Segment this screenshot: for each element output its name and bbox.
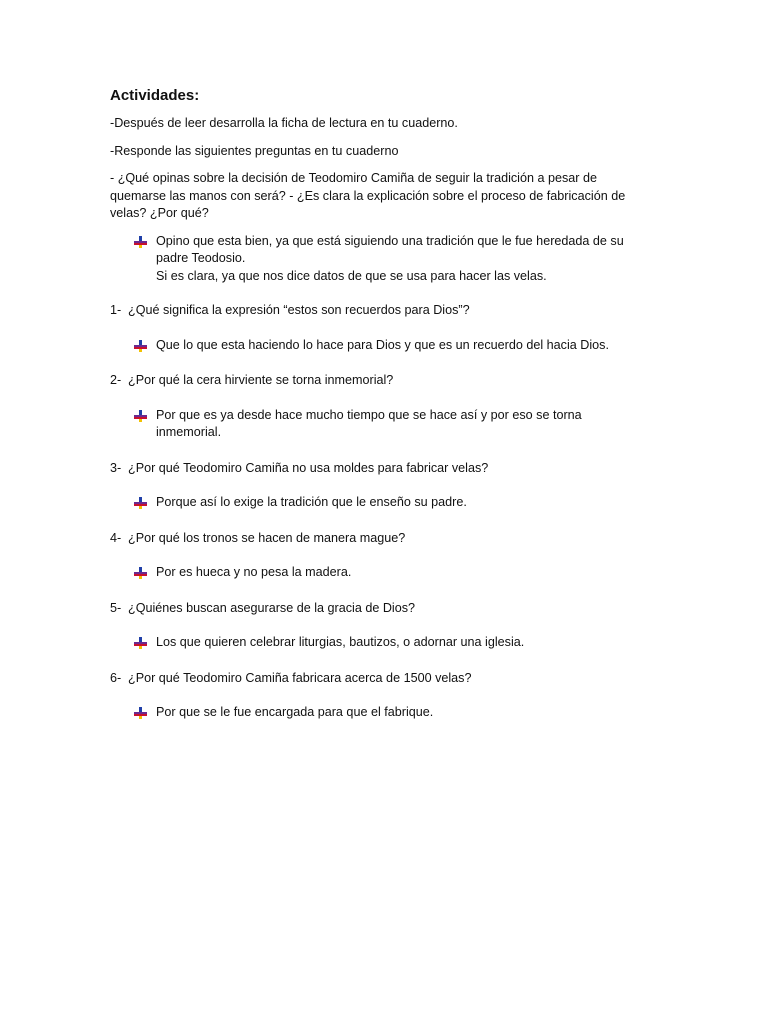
question-1: [110, 302, 650, 320]
question-text: ¿Por qué Teodomiro Camiña no usa moldes para fabricar velas?: [128, 460, 489, 475]
answer-4: [110, 564, 650, 582]
question-number: 5-: [110, 600, 122, 615]
answer-6: [110, 704, 650, 722]
cross-bullet-icon: [134, 410, 147, 422]
instruction-1: -Después de leer desarrolla la ficha de lectura en tu cuaderno.: [110, 116, 458, 130]
cross-bullet-icon: [134, 236, 147, 248]
question-2: [110, 372, 650, 390]
answer-5: [110, 634, 650, 652]
answer-text: Porque así lo exige la tradición que le enseño su padre.: [156, 495, 467, 509]
question-text: ¿Por qué los tronos se hacen de manera mague?: [128, 530, 406, 545]
question-number: 6-: [110, 670, 122, 685]
cross-bullet-icon: [134, 567, 147, 579]
answer-2: [110, 407, 650, 442]
question-6: [110, 670, 650, 688]
cross-bullet-icon: [134, 340, 147, 352]
intro-answer-line-2: Si es clara, ya que nos dice datos de que se usa para hacer las velas.: [156, 268, 547, 283]
answer-text: Que lo que esta haciendo lo hace para Dios y que es un recuerdo del hacia Dios.: [156, 337, 609, 352]
question-text: ¿Qué significa la expresión “estos son recuerdos para Dios”?: [128, 303, 470, 317]
answer-3: [110, 494, 650, 512]
question-number: 2-: [110, 373, 122, 387]
question-number: 3-: [110, 460, 122, 475]
document-page: [110, 86, 650, 722]
cross-bullet-icon: [134, 637, 147, 649]
answer-1: [110, 337, 650, 355]
question-number: 1-: [110, 303, 122, 317]
question-text: ¿Por qué Teodomiro Camiña fabricara acerca de 1500 velas?: [128, 670, 472, 685]
question-text: ¿Por qué la cera hirviente se torna inmemorial?: [128, 373, 394, 387]
answer-text: Por es hueca y no pesa la madera.: [156, 565, 352, 579]
intro-answer: [110, 233, 650, 286]
question-5: [110, 600, 650, 618]
question-number: 4-: [110, 530, 122, 545]
question-text: ¿Quiénes buscan asegurarse de la gracia de Dios?: [128, 600, 416, 615]
intro-answer-line-1: Opino que esta bien, ya que está siguiendo una tradición que le fue heredada de su padre Teodosio.: [156, 233, 624, 265]
answer-text: Por que es ya desde hace mucho tiempo que se hace así y por eso se torna inmemorial.: [156, 407, 582, 439]
answer-text: Los que quieren celebrar liturgias, bautizos, o adornar una iglesia.: [156, 635, 525, 649]
activities-heading: Actividades:: [110, 87, 200, 104]
instruction-3: - ¿Qué opinas sobre la decisión de Teodomiro Camiña de seguir la tradición a pesar de quemarse las manos con será? - ¿Es clara la explicación sobre el proceso de fabricación de velas? ¿Por qué?: [110, 171, 626, 220]
cross-bullet-icon: [134, 707, 147, 719]
instruction-2: -Responde las siguientes preguntas en tu cuaderno: [110, 143, 399, 158]
answer-text: Por que se le fue encargada para que el fabrique.: [156, 705, 434, 719]
cross-bullet-icon: [134, 497, 147, 509]
question-3: [110, 460, 650, 478]
question-4: [110, 530, 650, 548]
